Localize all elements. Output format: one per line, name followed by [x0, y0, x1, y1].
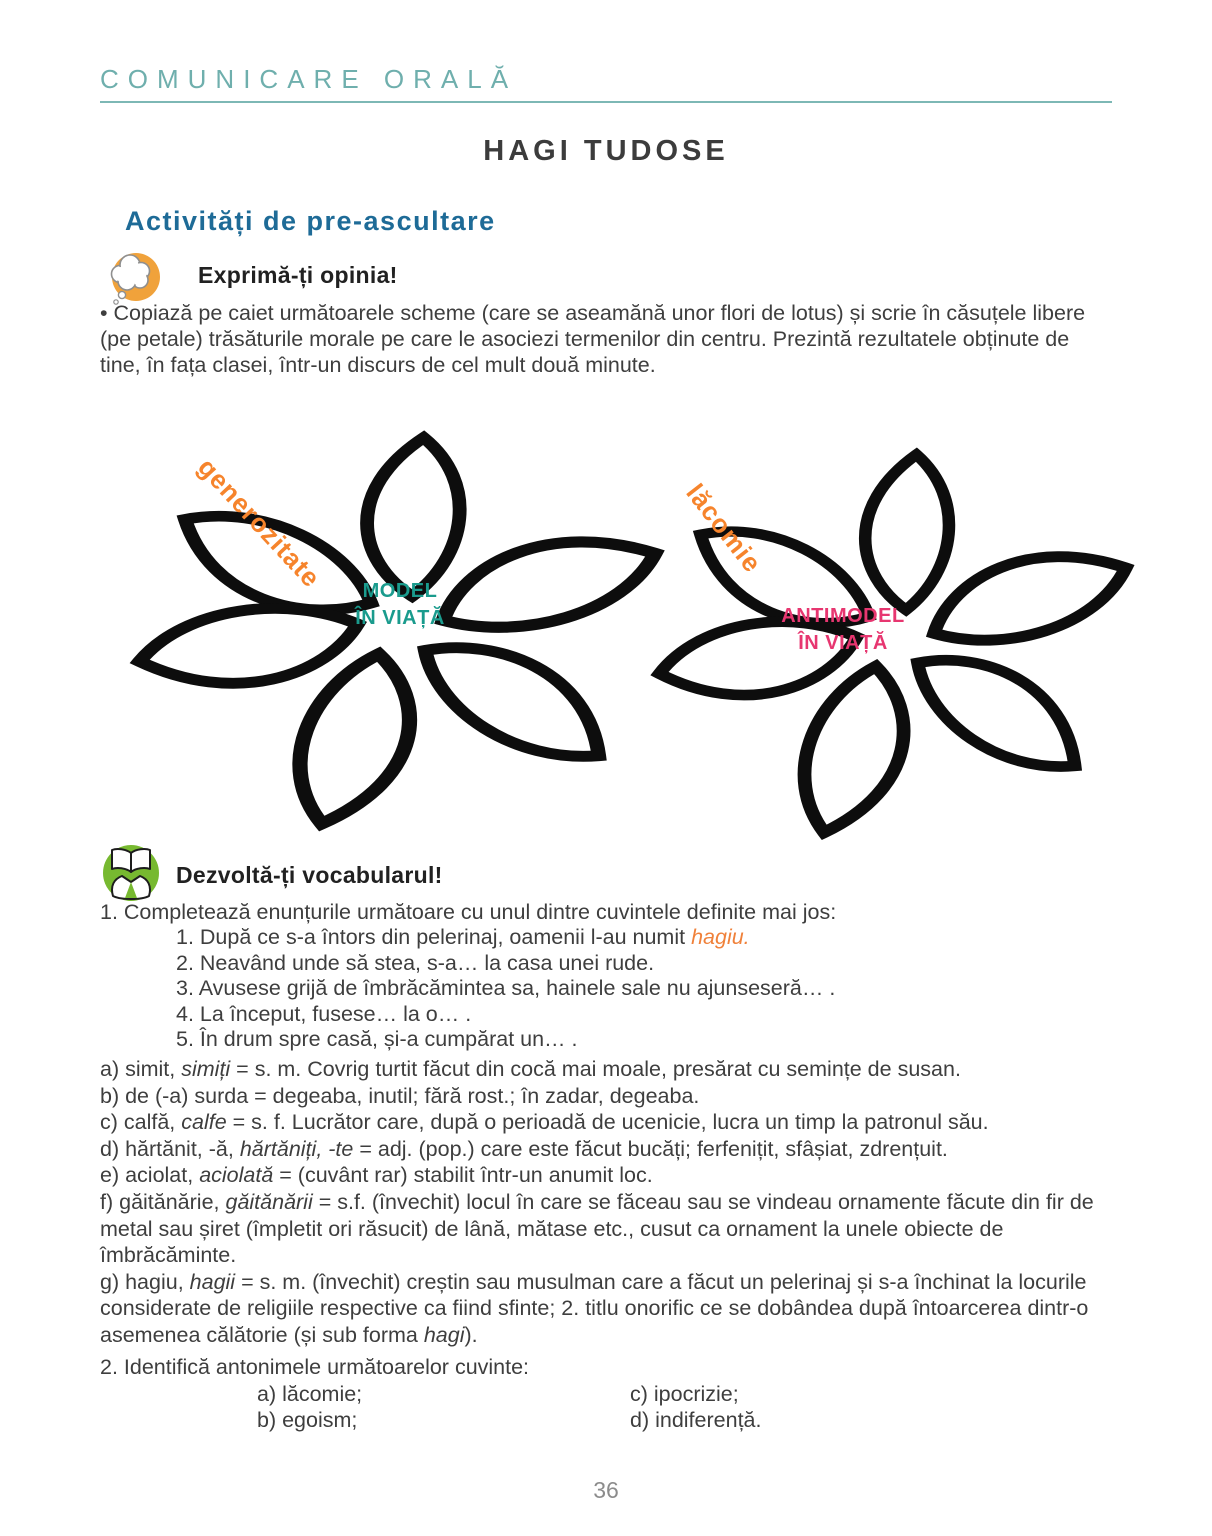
definition-item: d) hărtănit, -ă, hărtăniți, -te = adj. (pop.) care este făcut bucăți; ferfenițit, sfâșiat, zdrențuit. [100, 1136, 948, 1161]
exercise2-item: d) indiferență. [630, 1408, 762, 1432]
definition-item: g) hagiu, hagii = s. m. (învechit) creștin sau musulman care a făcut un pelerinaj și s-a închinat la locurile considerate de religiile respective ca fiind sfinte; 2. titlu onorific ce se dobândea după întoarcerea dintr-o asemenea călătorie (și sub forma hagi). [100, 1269, 1089, 1347]
kicker-underline [100, 101, 1112, 103]
page-number: 36 [593, 1477, 619, 1503]
flower2-center-label: ANTIMODEL ÎN VIAȚĂ [781, 605, 905, 654]
page-title: HAGI TUDOSE [483, 135, 729, 167]
flower1-petal-label: generozitate [192, 452, 327, 594]
definition-item: a) simit, simiți = s. m. Covrig turtit făcut din cocă mai moale, presărat cu semințe de susan. [100, 1057, 961, 1081]
definition-item: c) calfă, calfe = s. f. Lucrător care, după o perioadă de ucenicie, lucra un timp la patronul său. [100, 1110, 989, 1135]
activity2-heading: Dezvoltă-ți vocabularul! [176, 862, 443, 888]
exercise1-item: 5. În drum spre casă, și-a cumpărat un… . [176, 1027, 578, 1051]
flower2-petal-label: lăcomie [680, 478, 768, 579]
exercise2-item: b) egoism; [257, 1408, 358, 1432]
definitions-list [100, 1056, 1112, 1349]
section-heading: Activități de pre-ascultare [125, 206, 496, 236]
exercise1-list [176, 925, 835, 1053]
activity1-heading: Exprimă-ți opinia! [198, 262, 398, 288]
definition-item: f) găitănărie, găitănării = s.f. (învechit) locul în care se făceau sau se vindeau ornamente făcute din fir de metal sau șiret (împletit ori răsucit) de lână, mătase etc., cusut ca ornament la unele obiecte de îmbrăcăminte. [100, 1189, 1094, 1268]
definition-item: e) aciolat, aciolată = (cuvânt rar) stabilit într-un anumit loc. [100, 1163, 653, 1188]
exercise2-column-right [630, 1381, 761, 1433]
exercise2-intro: 2. Identifică antonimele următoarelor cuvinte: [100, 1355, 530, 1379]
exercise1-intro: 1. Completează enunțurile următoare cu unul dintre cuvintele definite mai jos: [100, 900, 837, 924]
exercise1-item: 4. La început, fusese… la o… . [176, 1001, 472, 1026]
flower1-center-label: MODEL ÎN VIAȚĂ [355, 580, 445, 629]
definition-item: b) de (-a) surda = degeaba, inutil; fără rost.; în zadar, degeaba. [100, 1083, 700, 1108]
exercise2-column-left [257, 1381, 362, 1433]
exercise1-item: 2. Neavând unde să stea, s-a… la casa unei rude. [176, 950, 655, 975]
exercise1-item: 1. După ce s-a întors din pelerinaj, oamenii l-au numit hagiu. [176, 925, 750, 949]
activity1-instructions: • Copiază pe caiet următoarele scheme (care se aseamănă unor flori de lotus) și scrie în căsuțele libere (pe petale) trăsăturile morale pe care le asociezi termenilor din centru. Prezintă rezultatele obținute de tine, în fața clasei, într-un discurs de cel mult două minute. [100, 301, 1086, 377]
exercise2-item: a) lăcomie; [257, 1382, 363, 1406]
chapter-kicker: COMUNICARE ORALĂ [100, 64, 518, 94]
exercise1-item: 3. Avusese grijă de îmbrăcămintea sa, hainele sale nu ajunseseră… . [176, 976, 836, 1000]
exercise2-item: c) ipocrizie; [630, 1382, 739, 1406]
